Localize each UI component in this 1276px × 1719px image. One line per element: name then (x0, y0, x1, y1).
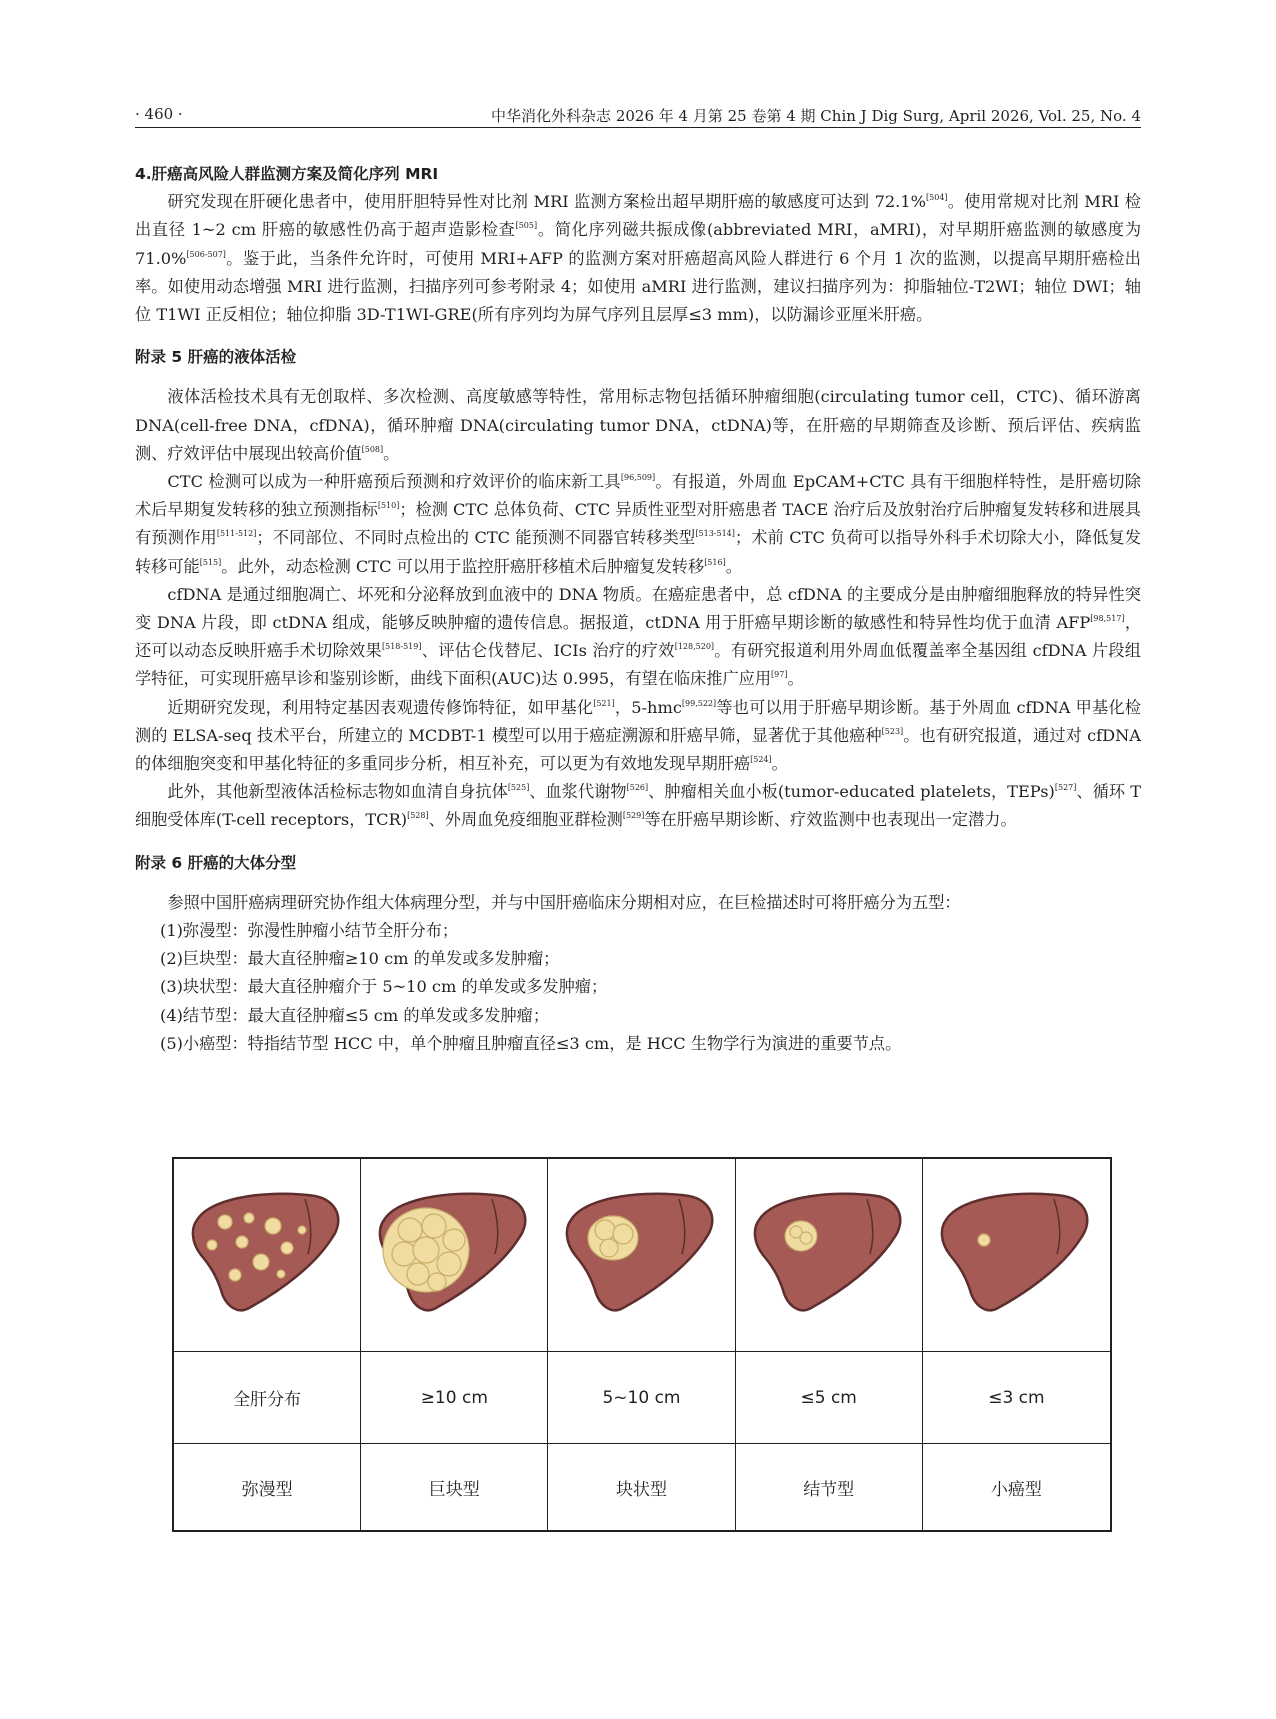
article-body (135, 160, 1141, 1058)
text: 。此外，动态检测 CTC 可以用于监控肝癌肝移植术后肿瘤复发转移 (221, 556, 705, 576)
list-item: (5)小癌型：特指结节型 HCC 中，单个肿瘤且肿瘤直径≤3 cm，是 HCC 生物学行为演进的重要节点。 (160, 1033, 902, 1053)
text: 。 (771, 754, 788, 774)
text: 。有报道，外周血 EpCAM+CTC 具有干细胞样特性，是肝癌切除术后早期复发转移的独立预测指标 (135, 472, 1141, 520)
appendix-5-title: 附录 5 肝癌的液体活检 (135, 348, 297, 367)
citation: [97] (771, 670, 788, 680)
text: 。简化序列磁共振成像(abbreviated MRI，aMRI)，对早期肝癌监测的敏感度为 71.0% (135, 220, 1142, 268)
appendix-5-paragraph-1 (135, 383, 1141, 468)
text: 、血浆代谢物 (529, 782, 627, 802)
citation: [521] (593, 698, 615, 708)
citation: [525] (507, 783, 530, 793)
type-label: 小癌型 (990, 1479, 1042, 1500)
citation: [523] (881, 726, 904, 736)
text: 、评估仑伐替尼、ICIs 治疗的疗效 (421, 641, 675, 661)
appendix-6-intro: 参照中国肝癌病理研究协作组大体病理分型，并与中国肝癌临床分期相对应，在巨检描述时可将肝癌分为五型： (167, 892, 961, 912)
liver-illustration-bulky (548, 1159, 735, 1352)
text: cfDNA 是通过细胞凋亡、坏死和分泌释放到血液中的 DNA 物质。在癌症患者中，总 cfDNA 的主要成分是由肿瘤细胞释放的特异性突变 DNA 片段，即 ctDNA 组成，能够反映肿瘤的遗传信息。据报道，ctDNA 用于肝癌早期诊断的敏感性和特异性均优于血清 AFP (135, 584, 1141, 633)
text: CTC 检测可以成为一种肝癌预后预测和疗效评价的临床新工具 (167, 472, 621, 492)
text: 。鉴于此，当条件允许时，可使用 MRI+AFP 的监测方案对肝癌超高风险人群进行 6 个月 1 次的监测，以提高早期肝癌检出率。如使用动态增强 MRI 进行监测，扫描序列可参考附录 4；如使用 aMRI 进行监测，建议扫描序列为：抑脂轴位-T2WI；轴位 DWI；轴位 T1WI 正反相位；轴位抑脂 3D-T1WI-GRE(所有序列均为屏气序列且层厚≤3 mm)，以防漏诊亚厘米肝癌。 (135, 248, 1141, 325)
citation: [515] (199, 557, 222, 567)
liver-illustration-massive (361, 1159, 548, 1352)
type-label: 弥漫型 (174, 1444, 361, 1530)
text: 。也有研究报道，通过对 cfDNA 的体细胞突变和甲基化特征的多重同步分析，相互补充，可以更为有效地发现早期肝癌 (135, 725, 1141, 774)
appendix-5-paragraph-3 (135, 581, 1141, 694)
appendix-5-paragraph-5 (135, 778, 1141, 834)
list-item: (1)弥漫型：弥漫性肿瘤小结节全肝分布； (160, 921, 459, 941)
text: ，还可以动态反映肝癌手术切除效果 (135, 613, 1142, 661)
type-label: 结节型 (736, 1444, 923, 1530)
text: 、循环 T 细胞受体库(T-cell receptors，TCR) (135, 782, 1142, 830)
text: ；不同部位、不同时点检出的 CTC 能预测不同器官转移类型 (256, 528, 696, 548)
size-label: ≤3 cm (923, 1352, 1110, 1444)
text: ；术前 CTC 负荷可以指导外科手术切除大小，降低复发转移可能 (135, 528, 1142, 576)
section-4-paragraph (135, 188, 1141, 329)
type-label: 块状型 (548, 1444, 735, 1530)
text: 液体活检技术具有无创取样、多次检测、高度敏感等特性，常用标志物包括循环肿瘤细胞(circulating tumor cell，CTC)、循环游离 DNA(cell-free DNA，cfDNA)，循环肿瘤 DNA(circulating tumor DNA，ctDNA)等，在肝癌的早期筛查及诊断、预后评估、疾病监测、疗效评估中展现出较高价值 (135, 387, 1141, 463)
citation: [516] (704, 557, 726, 567)
appendix-5-paragraph-2 (135, 468, 1141, 581)
citation: [506-507] (186, 249, 226, 259)
citation: [99,522] (681, 698, 717, 708)
text: 、外周血免疫细胞亚群检测 (428, 810, 623, 830)
citation: [128,520] (674, 642, 715, 652)
text: 。 (383, 443, 400, 463)
page-number: · 460 · (135, 105, 183, 123)
citation: [510] (377, 501, 400, 511)
list-item: (4)结节型：最大直径肿瘤≤5 cm 的单发或多发肿瘤； (160, 1005, 550, 1025)
list-item: (3)块状型：最大直径肿瘤介于 5~10 cm 的单发或多发肿瘤； (160, 977, 608, 997)
citation: [513-514] (695, 529, 735, 539)
text: ，5-hmc (614, 697, 682, 717)
citation: [524] (750, 755, 772, 765)
size-label: 5~10 cm (548, 1352, 735, 1444)
citation: [504] (926, 193, 948, 203)
size-label: 全肝分布 (174, 1352, 361, 1444)
liver-illustration-small (923, 1159, 1110, 1352)
liver-illustration-diffuse (174, 1159, 361, 1352)
section-4-title: 4.肝癌高风险人群监测方案及简化序列 MRI (135, 165, 439, 183)
citation: [98,517] (1090, 614, 1125, 624)
citation: [518-519] (381, 642, 422, 652)
text: 。使用常规对比剂 MRI 检出直径 1~2 cm 肝癌的敏感性仍高于超声造影检查 (135, 192, 1141, 240)
text: 、肿瘤相关血小板(tumor-educated platelets，TEPs) (648, 782, 1055, 802)
text: 。有研究报道利用外周血低覆盖率全基因组 cfDNA 片段组学特征，可实现肝癌早诊和鉴别诊断，曲线下面积(AUC)达 0.995，有望在临床推广应用 (135, 641, 1141, 689)
liver-illustration-nodular (736, 1159, 923, 1352)
text: 此外，其他新型液体活检标志物如血清自身抗体 (167, 782, 508, 802)
text: 。 (787, 669, 804, 689)
citation: [526] (626, 783, 649, 793)
type-label: 巨块型 (361, 1444, 548, 1530)
list-item: (2)巨块型：最大直径肿瘤≥10 cm 的单发或多发肿瘤； (160, 949, 560, 969)
citation: [528] (407, 811, 429, 821)
text: 等也可以用于肝癌早期诊断。基于外周血 cfDNA 甲基化检测的 ELSA-seq 技术平台，所建立的 MCDBT-1 模型可以用于癌症溯源和肝癌早筛，显著优于其他癌种 (135, 697, 1141, 745)
appendix-5-paragraph-4 (135, 694, 1141, 779)
citation: [505] (515, 221, 538, 231)
liver-gross-type-figure (172, 1157, 1112, 1532)
text: ；检测 CTC 总体负荷、CTC 异质性亚型对肝癌患者 TACE 治疗后及放射治疗后肿瘤复发转移和进展具有预测作用 (135, 500, 1141, 548)
citation: [529] (622, 811, 645, 821)
size-label: ≥10 cm (361, 1352, 548, 1444)
page-header (135, 103, 1141, 128)
appendix-6-title: 附录 6 肝癌的大体分型 (135, 853, 297, 872)
text: 。 (725, 556, 742, 576)
text: 等在肝癌早期诊断、疗效监测中也表现出一定潜力。 (644, 810, 1017, 830)
size-label: ≤5 cm (736, 1352, 923, 1444)
text: 近期研究发现，利用特定基因表观遗传修饰特征，如甲基化 (167, 697, 594, 717)
journal-citation: 中华消化外科杂志 2026 年 4 月第 25 卷第 4 期 Chin J Dig Surg, April 2026, Vol. 25, No. 4 (491, 107, 1141, 125)
text: 研究发现在肝硬化患者中，使用肝胆特异性对比剂 MRI 监测方案检出超早期肝癌的敏感度可达到 72.1% (167, 192, 927, 212)
citation: [96,509] (620, 473, 656, 483)
citation: [508] (361, 444, 384, 454)
citation: [527] (1054, 783, 1077, 793)
citation: [511-512] (216, 529, 257, 539)
